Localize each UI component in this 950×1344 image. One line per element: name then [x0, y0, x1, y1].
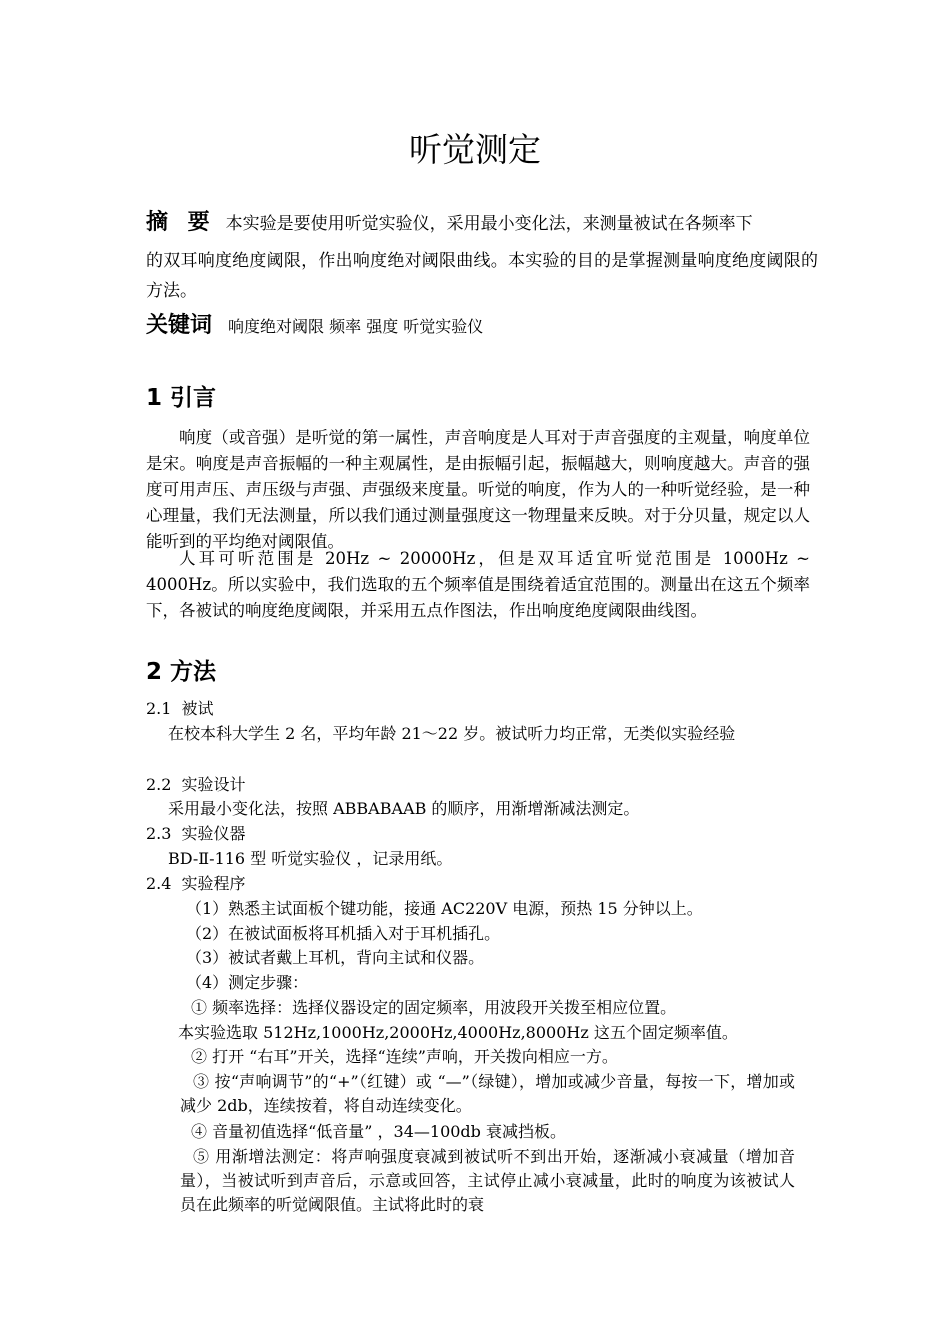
section-heading-intro: 1 引言 [146, 385, 217, 411]
procedure-step-4: （4）测定步骤： [186, 973, 309, 992]
procedure-step-2: （2）在被试面板将耳机插入对于耳机插孔。 [186, 924, 501, 943]
procedure-step-3: （3）被试者戴上耳机，背向主试和仪器。 [186, 948, 485, 967]
subsection-heading-2-2: 2.2 实验设计 [146, 775, 246, 794]
keywords-label: 关键词 [146, 313, 213, 338]
abstract-text-first: 本实验是要使用听觉实验仪，采用最小变化法，来测量被试在各频率下 [225, 214, 753, 234]
page-title: 听觉测定 [409, 130, 541, 169]
subsection-heading-2-4: 2.4 实验程序 [146, 874, 246, 893]
abstract-first-line [146, 207, 818, 240]
procedure-substep-3: ③ 按“声响调节”的“+”（红键）或 “—”（绿键），增加或减少音量，每按一下，增加或减少 2db，连续按着，将自动连续变化。 [180, 1072, 795, 1115]
procedure-substep-4: ④ 音量初值选择“低音量” ，34—100db 衰减挡板。 [191, 1122, 567, 1141]
intro-paragraph-2: 人耳可听范围是 20Hz ~ 20000Hz，但是双耳适宜听觉范围是 1000Hz ~ 4000Hz。所以实验中，我们选取的五个频率值是围绕着适宜范围的。测量出在这五个频率下，各被试的响度绝度阈限，并采用五点作图法，作出响度绝度阈限曲线图。 [146, 549, 810, 620]
procedure-substep-2: ② 打开 “右耳”开关，选择“连续”声响，开关拨向相应一方。 [191, 1047, 618, 1066]
procedure-substep-1a: ① 频率选择：选择仪器设定的固定频率，用波段开关拨至相应位置。 [191, 998, 677, 1017]
procedure-substep-1b: 本实验选取 512Hz,1000Hz,2000Hz,4000Hz,8000Hz 这五个固定频率值。 [178, 1023, 738, 1042]
apparatus-text: BD-Ⅱ-116 型 听觉实验仪 ，记录用纸。 [168, 849, 453, 868]
subsection-heading-2-1: 2.1 被试 [146, 699, 214, 718]
procedure-step-1: （1）熟悉主试面板个键功能，接通 AC220V 电源，预热 15 分钟以上。 [186, 899, 703, 918]
abstract-label: 摘 要 [146, 210, 216, 235]
procedure-substep-5: ⑤ 用渐增法测定：将声响强度衰减到被试听不到出开始，逐渐减小衰减量（增加音量），当被试听到声音后，示意或回答，主试停止减小衰减量，此时的响度为该被试人员在此频率的听觉阈限值。主试将此时的衰 [180, 1147, 795, 1214]
keywords [146, 310, 818, 343]
intro-paragraph-1: 响度（或音强）是听觉的第一属性，声音响度是人耳对于声音强度的主观量，响度单位是宋。响度是声音振幅的一种主观属性，是由振幅引起，振幅越大，则响度越大。声音的强度可用声压、声压级与声强、声强级来度量。听觉的响度，作为人的一种听觉经验，是一种心理量，我们无法测量，所以我们通过测量强度这一物理量来反映。对于分贝量，规定以人能听到的平均绝对阈限值。 [146, 428, 810, 551]
subjects-text: 在校本科大学生 2 名，平均年龄 21～22 岁。被试听力均正常，无类似实验经验 [168, 724, 736, 743]
abstract-text-rest: 的双耳响度绝度阈限，作出响度绝对阈限曲线。本实验的目的是掌握测量响度绝度阈限的方法。 [146, 251, 818, 301]
keywords-text: 响度绝对阈限 频率 强度 听觉实验仪 [228, 317, 484, 336]
design-text: 采用最小变化法，按照 ABBABAAB 的顺序，用渐增渐减法测定。 [168, 799, 640, 818]
subsection-heading-2-3: 2.3 实验仪器 [146, 824, 246, 843]
section-heading-method: 2 方法 [146, 659, 217, 685]
